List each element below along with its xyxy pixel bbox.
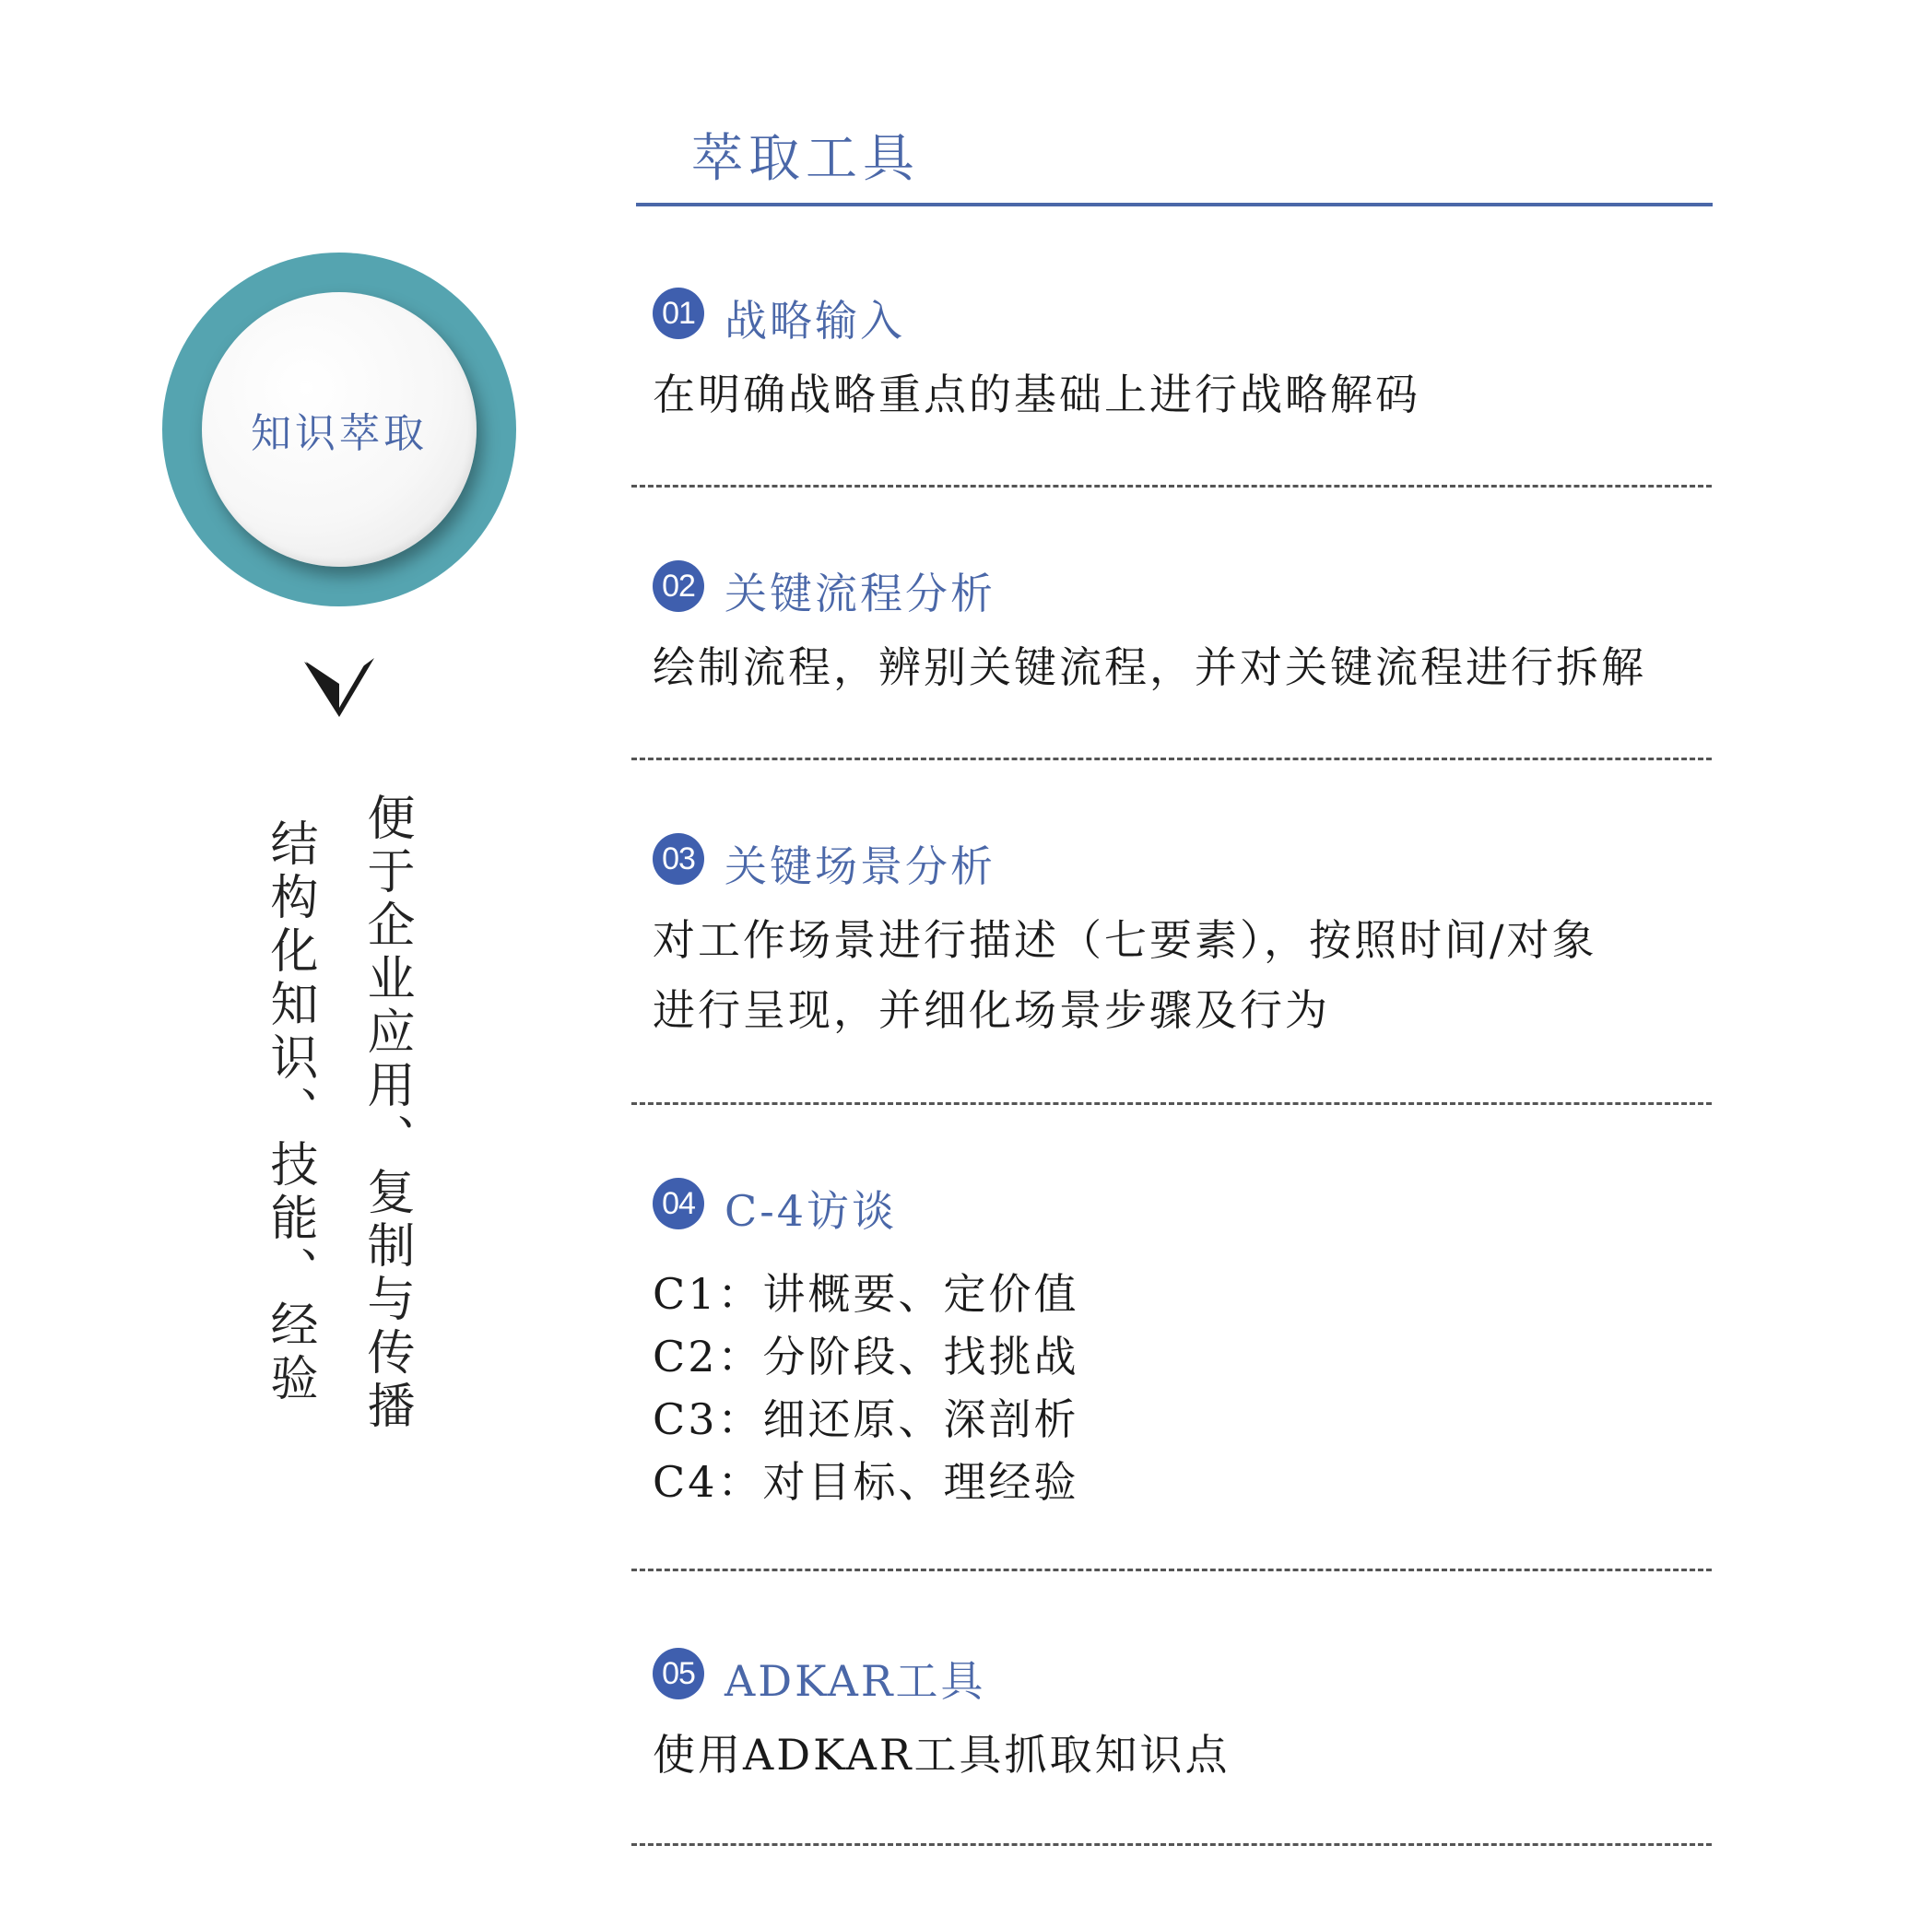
section-title: 关键流程分析	[724, 569, 995, 618]
section-title: 战略输入	[724, 296, 905, 346]
section-number-badge: 02	[653, 560, 704, 612]
section-number-badge: 05	[653, 1648, 704, 1699]
section-number-badge: 01	[653, 288, 704, 339]
vertical-text-left: 结构化知识、技能、经验	[262, 818, 317, 1406]
dashed-divider	[631, 1569, 1712, 1571]
dashed-divider	[631, 485, 1712, 488]
section-desc-line: C1：讲概要、定价值	[653, 1269, 1079, 1319]
circle-label: 知识萃取	[251, 410, 428, 457]
section-number-badge: 04	[653, 1178, 704, 1229]
section-desc-line: 使用ADKAR工具抓取知识点	[653, 1730, 1231, 1780]
section-number-badge: 03	[653, 833, 704, 885]
dashed-divider	[631, 1843, 1712, 1846]
dashed-divider	[631, 758, 1712, 760]
vertical-text-right: 便于企业应用、复制与传播	[359, 793, 414, 1434]
page-title: 萃取工具	[691, 129, 920, 189]
section-desc-line: C4：对目标、理经验	[653, 1457, 1079, 1507]
section-desc-line: C3：细还原、深剖析	[653, 1394, 1079, 1444]
section-desc-line: 进行呈现，并细化场景步骤及行为	[653, 985, 1330, 1035]
section-desc-line: 对工作场景进行描述（七要素），按照时间/对象	[653, 915, 1597, 965]
dashed-divider	[631, 1102, 1712, 1105]
section-title: C-4访谈	[724, 1186, 898, 1236]
section-desc-line: 在明确战略重点的基础上进行战略解码	[653, 370, 1420, 419]
section-title: ADKAR工具	[724, 1656, 986, 1706]
arrow-down-icon	[304, 656, 374, 719]
title-underline	[636, 203, 1713, 206]
circle-disc	[202, 292, 477, 567]
circle-ring	[162, 253, 516, 606]
section-desc-line: C2：分阶段、找挑战	[653, 1332, 1079, 1381]
section-title: 关键场景分析	[724, 841, 995, 891]
section-desc-line: 绘制流程，辨别关键流程，并对关键流程进行拆解	[653, 642, 1646, 692]
